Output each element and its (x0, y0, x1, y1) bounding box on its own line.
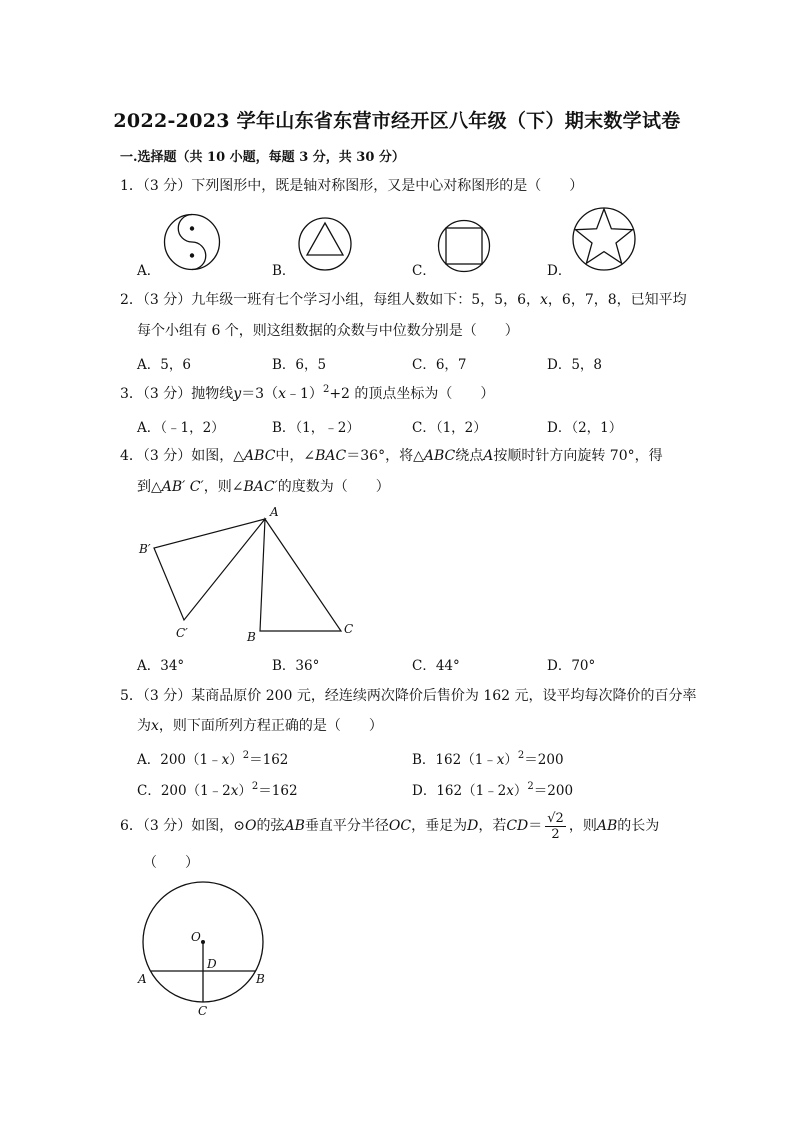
q2-option-c: C．6，7 (412, 357, 467, 373)
question-5-line-1: 5．（3 分）某商品原价 200 元，经连续两次降价后售价为 162 元，设平均每次降价的百分率 (120, 688, 697, 704)
q1-option-d-label: D． (547, 263, 572, 279)
question-4-line-2: 到△AB′ C′，则∠BAC′的度数为（ ） (137, 479, 390, 495)
q4-option-b: B．36° (272, 658, 320, 674)
label-c-prime: C′ (176, 626, 188, 640)
question-3-stem: 3．（3 分）抛物线y＝3（x﹣1）$^2$+2 的顶点坐标为（ ） (120, 384, 495, 402)
fraction-sqrt2-over-2: $\frac{√2}{2}$ (547, 810, 564, 842)
question-1-stem: 1．（3 分）下列图形中，既是轴对称图形，又是中心对称图形的是（ ） (120, 178, 584, 194)
q3-option-d: D．（2，1） (547, 420, 623, 436)
label-a: A (270, 505, 279, 519)
label-c: C (344, 622, 354, 636)
label-b2: B (256, 972, 265, 986)
question-6-stem: 6．（3 分）如图，⊙O的弦AB垂直平分半径OC，垂足为D，若CD＝ $\frac{√2}{2}$ ，则AB的长为 (120, 810, 660, 842)
q3-option-a: A．（﹣1，2） (137, 420, 225, 436)
q4-option-c: C．44° (412, 658, 460, 674)
q5-option-d: D．162（1﹣2x）$^2$＝200 (412, 781, 574, 799)
section-heading: 一.选择题（共 10 小题，每题 3 分，共 30 分） (120, 150, 405, 165)
q1-option-c-label: C． (412, 263, 436, 279)
q1-option-a-label: A． (137, 263, 161, 279)
label-c2: C (198, 1004, 208, 1018)
question-6-line-2: （ ） (143, 855, 199, 871)
label-a2: A (138, 972, 147, 986)
q4-option-d: D．70° (547, 658, 596, 674)
question-2-line-2: 每个小组有 6 个，则这组数据的众数与中位数分别是（ ） (137, 323, 519, 339)
q2-option-a: A．5，6 (137, 357, 191, 373)
q5-option-a: A．200（1﹣x）$^2$＝162 (137, 750, 289, 768)
question-5-line-2: 为x，则下面所列方程正确的是（ ） (137, 718, 383, 734)
question-2-line-1: 2．（3 分）九年级一班有七个学习小组，每组人数如下：5，5，6，x，6，7，8，已知平均 (120, 292, 687, 308)
q1-option-b-label: B． (272, 263, 296, 279)
label-b: B (247, 630, 256, 644)
question-4-line-1: 4．（3 分）如图，△ABC中，∠BAC＝36°，将△ABC绕点A按顺时针方向旋转 70°，得 (120, 448, 663, 464)
q3-option-b: B．（1，﹣2） (272, 420, 360, 436)
q5-option-c: C．200（1﹣2x）$^2$＝162 (137, 781, 298, 799)
page-title: 2022-2023 学年山东省东营市经开区八年级（下）期末数学试卷 (113, 110, 681, 132)
q5-option-b: B．162（1﹣x）$^2$＝200 (412, 750, 564, 768)
q3-option-c: C．（1，2） (412, 420, 487, 436)
label-o: O (191, 930, 201, 944)
q2-option-b: B．6，5 (272, 357, 327, 373)
q2-option-d: D．5，8 (547, 357, 603, 373)
label-b-prime: B′ (139, 542, 151, 556)
label-d: D (207, 957, 217, 971)
q4-option-a: A．34° (137, 658, 185, 674)
